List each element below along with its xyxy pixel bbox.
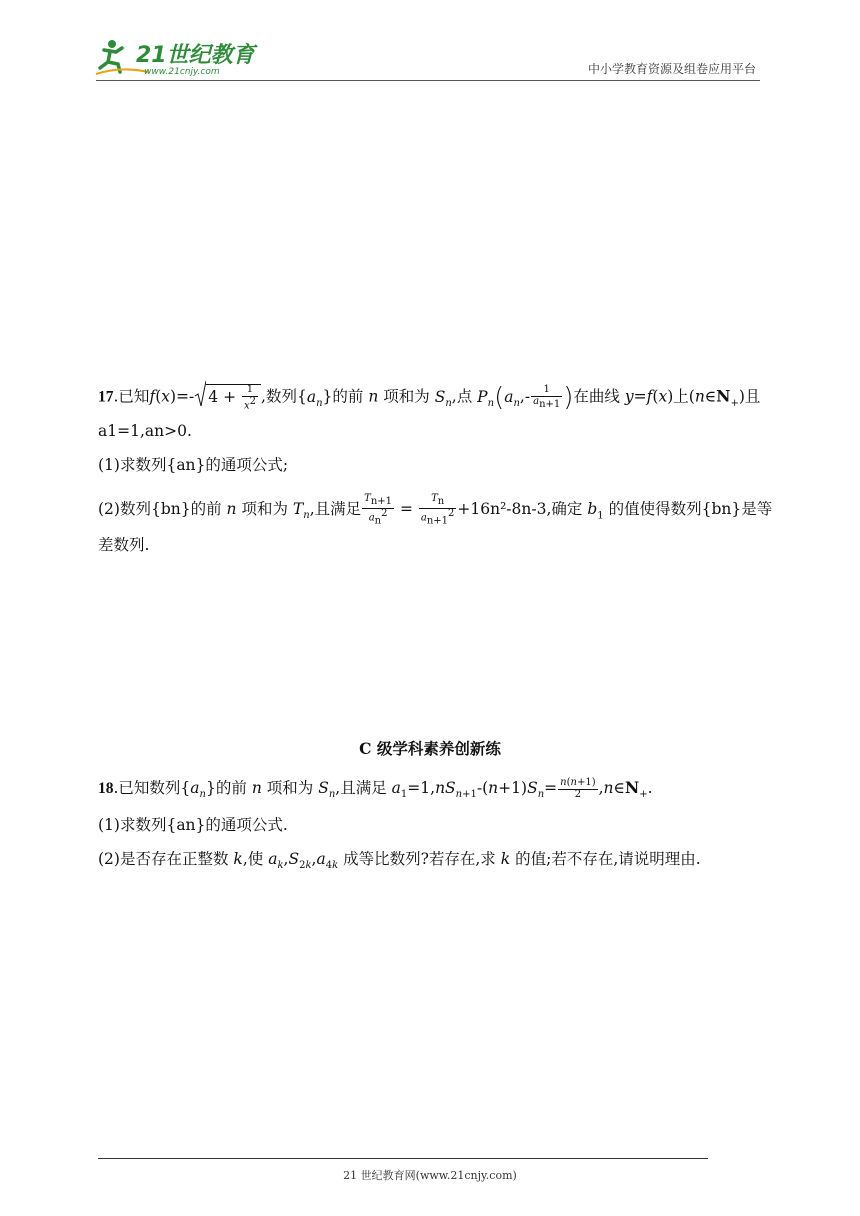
q17-line1: 17.已知f(x)=- 4 + $\frac{1}{x^2}$ ,数列$\{a_n\}$的前 n 项和为 $S_n$,点 $P_n(a_n,-$ $\frac{1}{a_{n+1}}$ )在曲线 y=f(x)上$(n\in N_+)$且 [98,384,760,411]
q18-number: 18 [98,780,114,797]
q17-part1: (1)求数列{an}的通项公式; [98,456,289,474]
header-tagline: 中小学教育资源及组卷应用平台 [587,62,756,76]
q17-part2-end: 差数列. [98,536,150,554]
q17-part2: (2)数列{bn}的前 n 项和为 $T_n$,且满足 $\frac{T_{n+1}}{a_n^2}$ = $\frac{T_n}{a_{n+1}^2}$ +16n²-8n-3,确定 $b_1$ 的值使得数列{bn}是等 [98,493,773,526]
q17-line2: a1=1,an>0. [98,422,192,440]
q18-part2: (2)是否存在正整数 k,使 $a_k,S_{2k},a_{4k}$ 成等比数列?若存在,求 k 的值;若不存在,请说明理由. [98,850,701,872]
q18-part1: (1)求数列{an}的通项公式. [98,816,288,834]
svg-text:21世纪教育: 21世纪教育 [136,43,255,68]
q18-line1: 18.已知数列$\{a_n\}$的前 n 项和为 $S_n$,且满足 $a_1=1,nS_{n+1}-(n+1)S_n=$ $\frac{n(n+1)}{2}$ $,n\in N_+$. [98,777,653,801]
q17-number: 17 [98,388,114,406]
footer-text: 21 世纪教育网(www.21cnjy.com) [343,1169,517,1182]
header-divider [96,80,760,81]
svg-text:www.21cnjy.com: www.21cnjy.com [144,67,220,77]
footer-divider [98,1158,708,1159]
radical-sign-icon [194,380,206,408]
site-logo [92,36,262,82]
section-title: C 级学科素养创新练 [359,739,501,758]
sqrt-expression: 4 + $\frac{1}{x^2}$ [194,384,261,411]
